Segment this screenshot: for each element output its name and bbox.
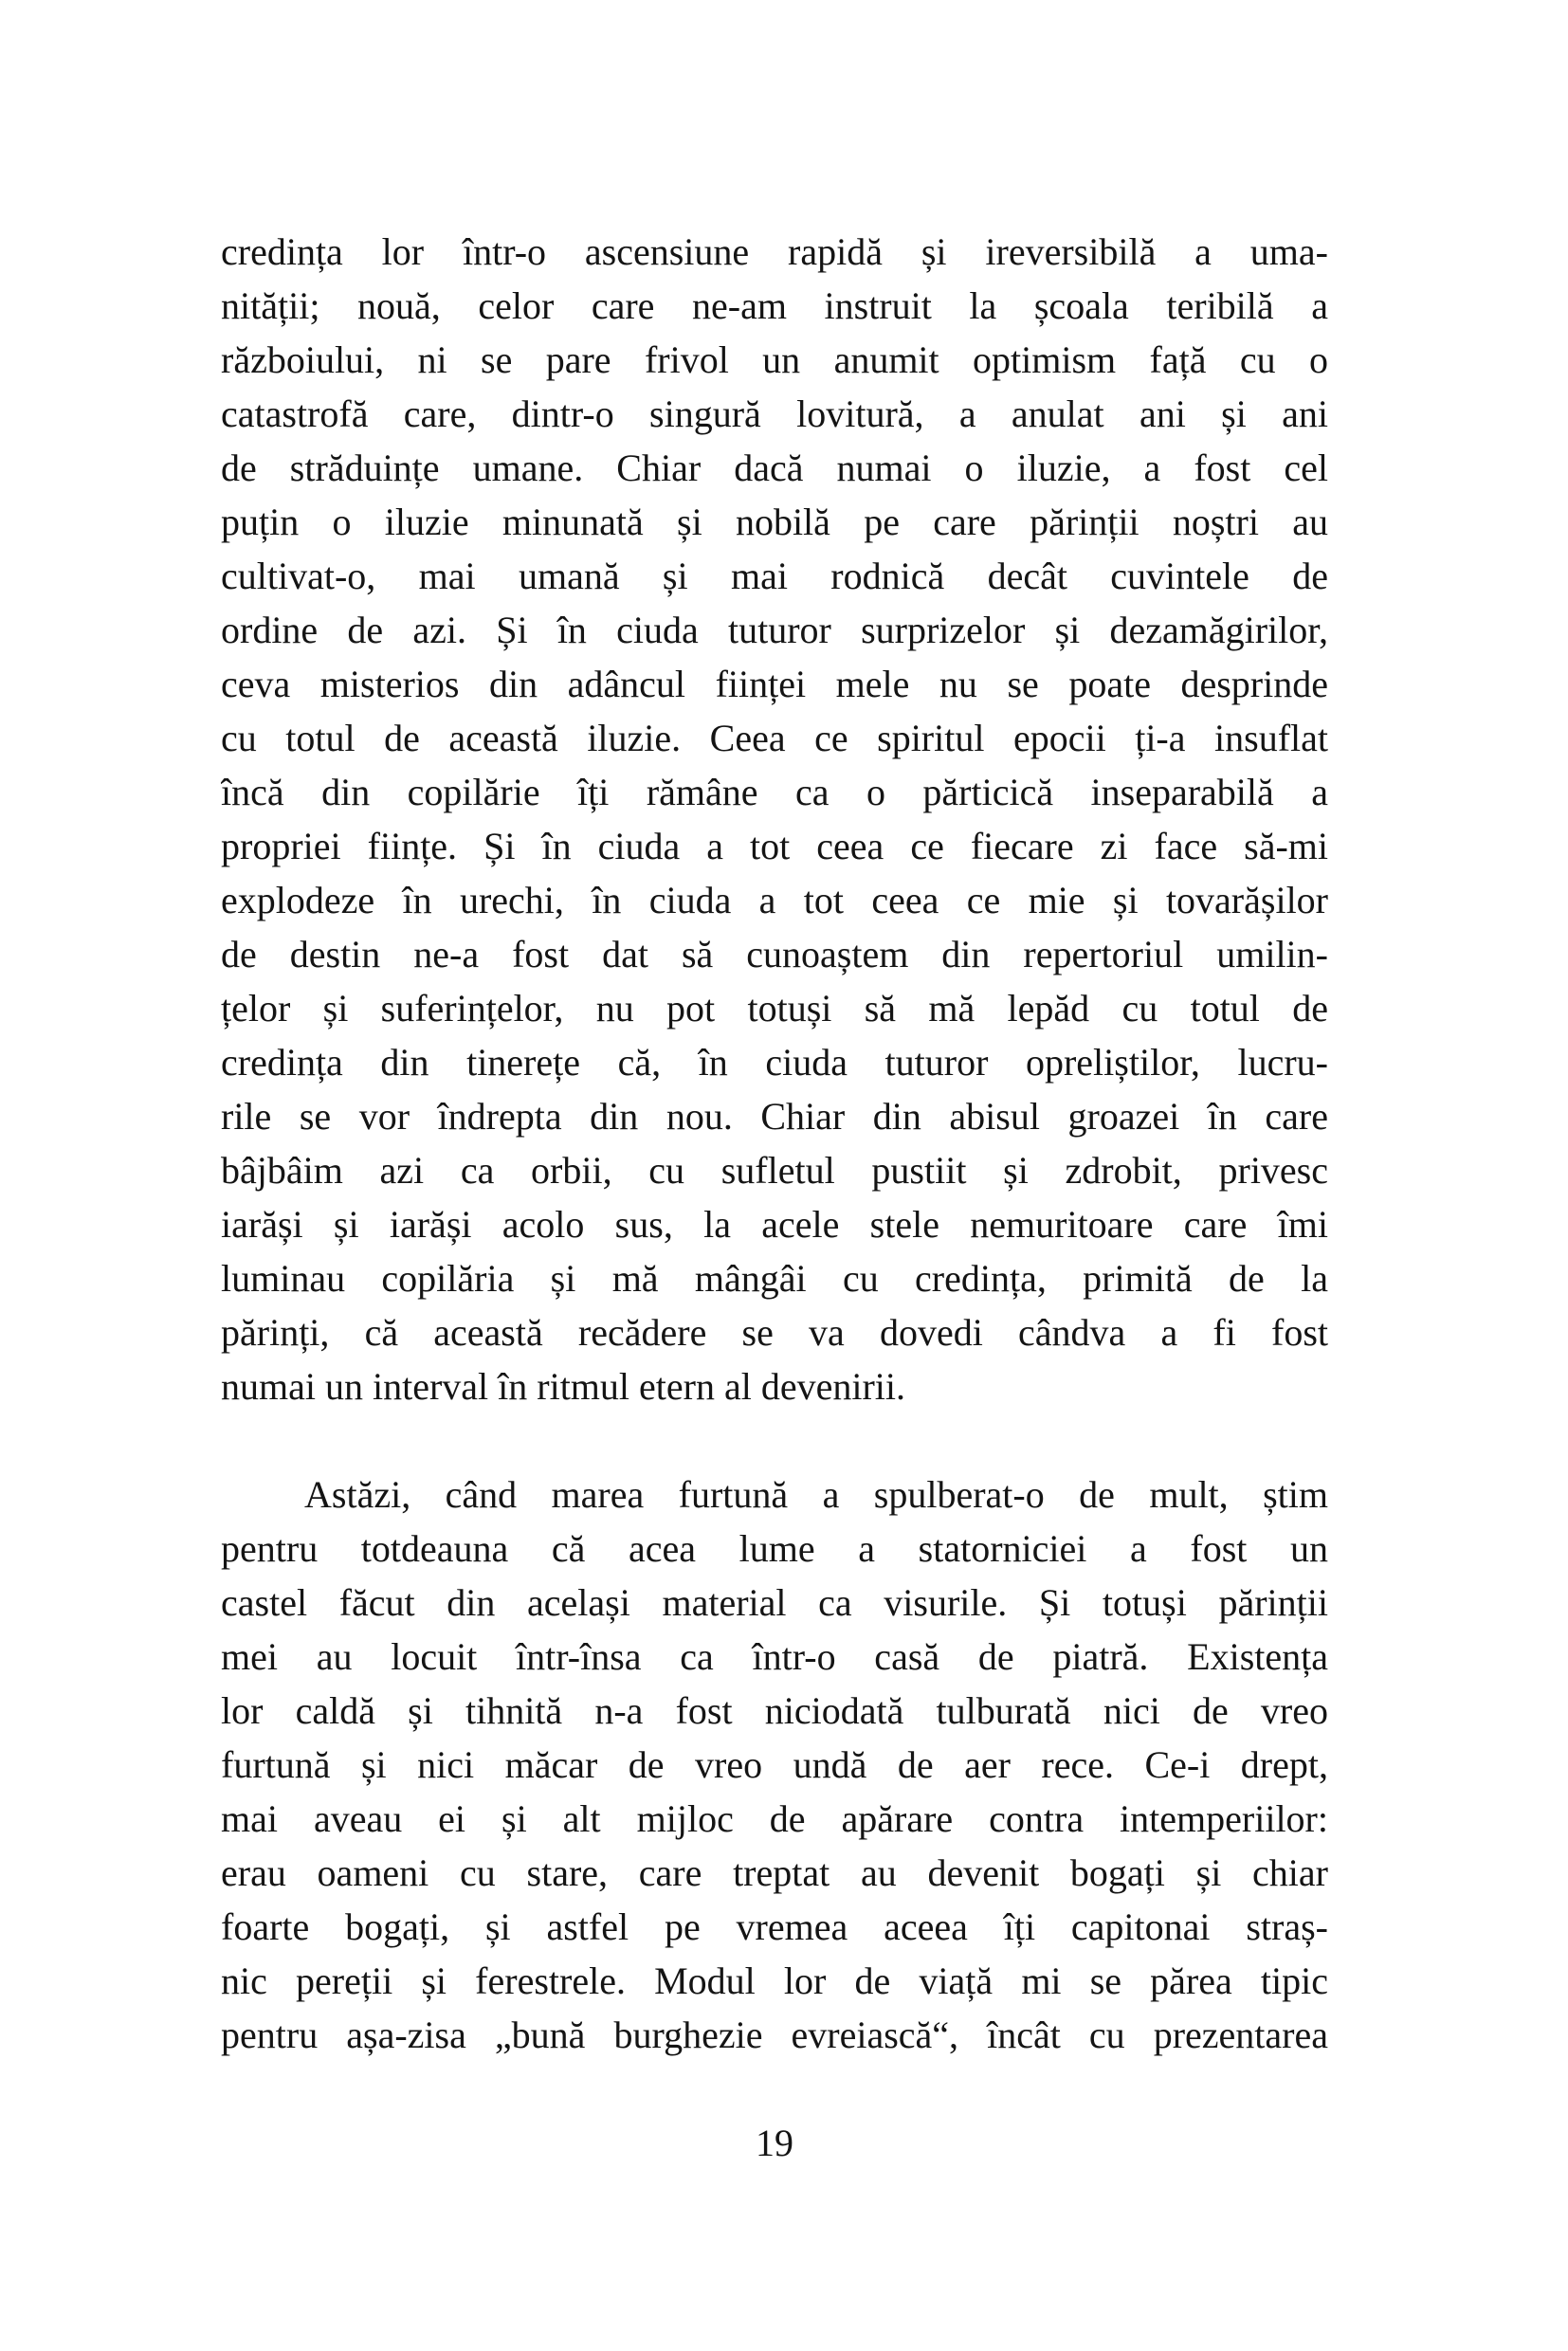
text-line: încă din copilărie îți rămâne ca o părticică inseparabilă a — [221, 771, 1328, 813]
text-line: părinți, că această recădere se va dovedi cândva a fi fost — [221, 1311, 1328, 1354]
text-line: furtună și nici măcar de vreo undă de aer rece. Ce-i drept, — [221, 1743, 1328, 1786]
text-line: erau oameni cu stare, care treptat au devenit bogați și chiar — [221, 1851, 1328, 1894]
paragraph-1 — [221, 225, 1328, 1413]
text-line: castel făcut din același material ca visurile. Și totuși părinții — [221, 1581, 1328, 1624]
text-line: foarte bogați, și astfel pe vremea aceea îți capitonai straș- — [221, 1905, 1328, 1948]
text-line: pentru așa-zisa „bună burghezie evreiască“, încât cu prezentarea — [221, 2014, 1328, 2056]
text-line: credința lor într-o ascensiune rapidă și ireversibilă a uma- — [221, 230, 1328, 273]
text-line: rile se vor îndrepta din nou. Chiar din abisul groazei în care — [221, 1095, 1328, 1138]
text-line: explodeze în urechi, în ciuda a tot ceea ce mie și tovarășilor — [221, 879, 1328, 921]
text-line: de străduințe umane. Chiar dacă numai o iluzie, a fost cel — [221, 447, 1328, 489]
text-line: catastrofă care, dintr-o singură lovitură, a anulat ani și ani — [221, 392, 1328, 435]
text-line: puțin o iluzie minunată și nobilă pe care părinții noștri au — [221, 501, 1328, 543]
paragraph-2 — [221, 1467, 1328, 2062]
text-line: nității; nouă, celor care ne-am instruit la școala teribilă a — [221, 284, 1328, 327]
text-line: bâjbâim azi ca orbii, cu sufletul pustiit și zdrobit, privesc — [221, 1149, 1328, 1192]
text-line: Astăzi, când marea furtună a spulberat-o de mult, știm — [304, 1473, 1328, 1516]
text-line: propriei ființe. Și în ciuda a tot ceea ce fiecare zi face să-mi — [221, 825, 1328, 867]
text-line: iarăși și iarăși acolo sus, la acele stele nemuritoare care îmi — [221, 1203, 1328, 1246]
text-line: credința din tinerețe că, în ciuda tuturor opreliștilor, lucru- — [221, 1041, 1328, 1084]
text-line: luminau copilăria și mă mângâi cu credința, primită de la — [221, 1257, 1328, 1300]
text-line: țelor și suferințelor, nu pot totuși să mă lepăd cu totul de — [221, 987, 1328, 1030]
text-line: mai aveau ei și alt mijloc de apărare contra intemperiilor: — [221, 1797, 1328, 1840]
text-line: lor caldă și tihnită n-a fost niciodată tulburată nici de vreo — [221, 1689, 1328, 1732]
page-number: 19 — [756, 2122, 793, 2164]
text-line: războiului, ni se pare frivol un anumit optimism față cu o — [221, 338, 1328, 381]
text-line: mei au locuit într-însa ca într-o casă de piatră. Existența — [221, 1635, 1328, 1678]
text-line: ceva misterios din adâncul ființei mele nu se poate desprinde — [221, 663, 1328, 705]
text-line: numai un interval în ritmul etern al devenirii. — [221, 1365, 906, 1408]
text-line: pentru totdeauna că acea lume a statorniciei a fost un — [221, 1527, 1328, 1570]
text-line: cultivat-o, mai umană și mai rodnică decât cuvintele de — [221, 555, 1328, 597]
text-line: nic pereții și ferestrele. Modul lor de viață mi se părea tipic — [221, 1959, 1328, 2002]
text-line: ordine de azi. Și în ciuda tuturor surprizelor și dezamăgirilor, — [221, 609, 1328, 651]
text-line: cu totul de această iluzie. Ceea ce spiritul epocii ți-a insuflat — [221, 717, 1328, 759]
text-line: de destin ne-a fost dat să cunoaștem din repertoriul umilin- — [221, 933, 1328, 975]
text-block — [221, 225, 1328, 2062]
